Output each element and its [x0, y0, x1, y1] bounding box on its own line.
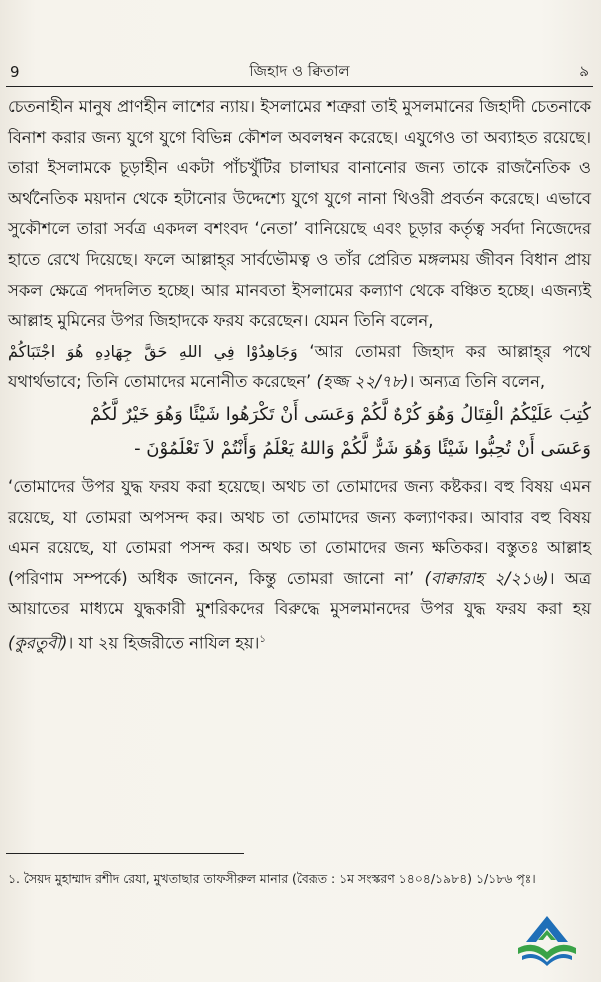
page-number-right: ৯ — [579, 61, 589, 80]
verse-1-line — [8, 337, 591, 398]
page-number-left: 9 — [10, 63, 20, 81]
publisher-logo-icon — [514, 910, 580, 970]
verse-2-translation: ‘তোমাদের উপর যুদ্ধ ফরয করা হয়েছে। অথচ তা তোমাদের জন্য কষ্টকর। বহু বিষয় এমন রয়েছে, যা তোমরা অপসন্দ কর। অথচ তা তোমাদের জন্য কল্যাণকর। আবার বহু বিষয় এমন রয়েছে, যা তোমরা পসন্দ কর। অথচ তা তোমাদের জন্য ক্ষতিকর। বস্তুতঃ আল্লাহ (পরিণাম সম্পর্কে) অধিক জানেন, কিন্তু তোমরা জানো না’ — [8, 476, 591, 588]
header-divider — [6, 86, 593, 87]
verse-1-translation: ‘আর তোমরা জিহাদ কর আল্লাহ্‌র পথে যথার্থভাবে; তিনি তোমাদের মনোনীত করেছেন’ — [8, 341, 591, 392]
verse-2-arabic-line-1: كُتِبَ عَلَيْكُمُ الْقِتَالُ وَهُوَ كُرْهٌ لَّكُمْ وَعَسَى أَنْ تَكْرَهُوا شَيْئًا وَهُوَ خَيْرٌ لَّكُمْ — [90, 403, 591, 425]
paragraph-2 — [8, 472, 591, 659]
footnote-divider — [6, 853, 244, 854]
chapter-title: জিহাদ ও ক্বিতাল — [249, 61, 350, 80]
verse-1-reference: (হজ্জ ২২/৭৮) — [316, 372, 409, 392]
footnote-1: ১. সৈয়দ মুহাম্মাদ রশীদ রেযা, মুখতাছার তাফসীরুল মানার (বৈরূত : ১ম সংস্করণ ১৪০৪/১৯৮৪) ১/১৮৬ পৃঃ। — [8, 871, 536, 886]
main-text — [8, 92, 591, 659]
verse-1-after: । অন্যত্র তিনি বলেন, — [408, 372, 546, 392]
paragraph-2-middle: । অত্র আয়াতের মাধ্যমে যুদ্ধকারী মুশরিকদের বিরুদ্ধে মুসলমানদের উপর যুদ্ধ ফরয করা হয় — [8, 568, 592, 619]
verse-2-arabic-line-2: وَعَسَى أَنْ تُحِبُّوا شَيْئًا وَهُوَ شَرٌّ لَّكُمْ وَاللهُ يَعْلَمُ وَأَنْتُمْ لاَ تَعْلَمُوْنَ - — [134, 437, 591, 459]
verse-1-arabic: وَجَاهِدُوْا فِي اللهِ حَقَّ جِهَادِهِ هُوَ اجْتَبَاكُمْ — [8, 341, 298, 361]
footnote-marker[interactable]: ১ — [259, 633, 266, 645]
paragraph-1: চেতনাহীন মানুষ প্রাণহীন লাশের ন্যায়। ইসলামের শত্রুরা তাই মুসলমানের জিহাদী চেতনাকে বিনাশ করার জন্য যুগে যুগে বিভিন্ন কৌশল অবলম্বন করেছে। এযুগেও তা অব্যাহত রয়েছে। তারা ইসলামকে চূড়াহীন একটা পাঁচখুঁটির চালাঘর বানানোর জন্য তাকে রাজনৈতিক ও অর্থনৈতিক ময়দান থেকে হটানোর উদ্দেশ্যে যুগে যুগে নানা থিওরী প্রবর্তন করেছে। এভাবে সুকৌশলে তারা সর্বত্র একদল বশংবদ ‘নেতা’ বানিয়েছে এবং চূড়ার কর্তৃত্ব সর্বদা নিজেদের হাতে রেখে দিয়েছে। ফলে আল্লাহ্‌র সার্বভৌমত্ব ও তাঁর প্রেরিত মঙ্গলময় জীবন বিধান প্রায় সকল ক্ষেত্রে পদদলিত হচ্ছে। আর মানবতা ইসলামের কল্যাণ থেকে বঞ্চিত হচ্ছে। এজন্যই আল্লাহ মুমিনের উপর জিহাদকে ফরয করেছেন। যেমন তিনি বলেন, — [8, 97, 591, 331]
tafsir-reference: (কুরতুবী) — [8, 633, 68, 653]
running-header — [10, 58, 589, 86]
verse-2-reference: (বাক্বারাহ ২/২১৬) — [424, 568, 549, 588]
paragraph-2-end: । যা ২য় হিজরীতে নাযিল হয়। — [67, 633, 260, 653]
